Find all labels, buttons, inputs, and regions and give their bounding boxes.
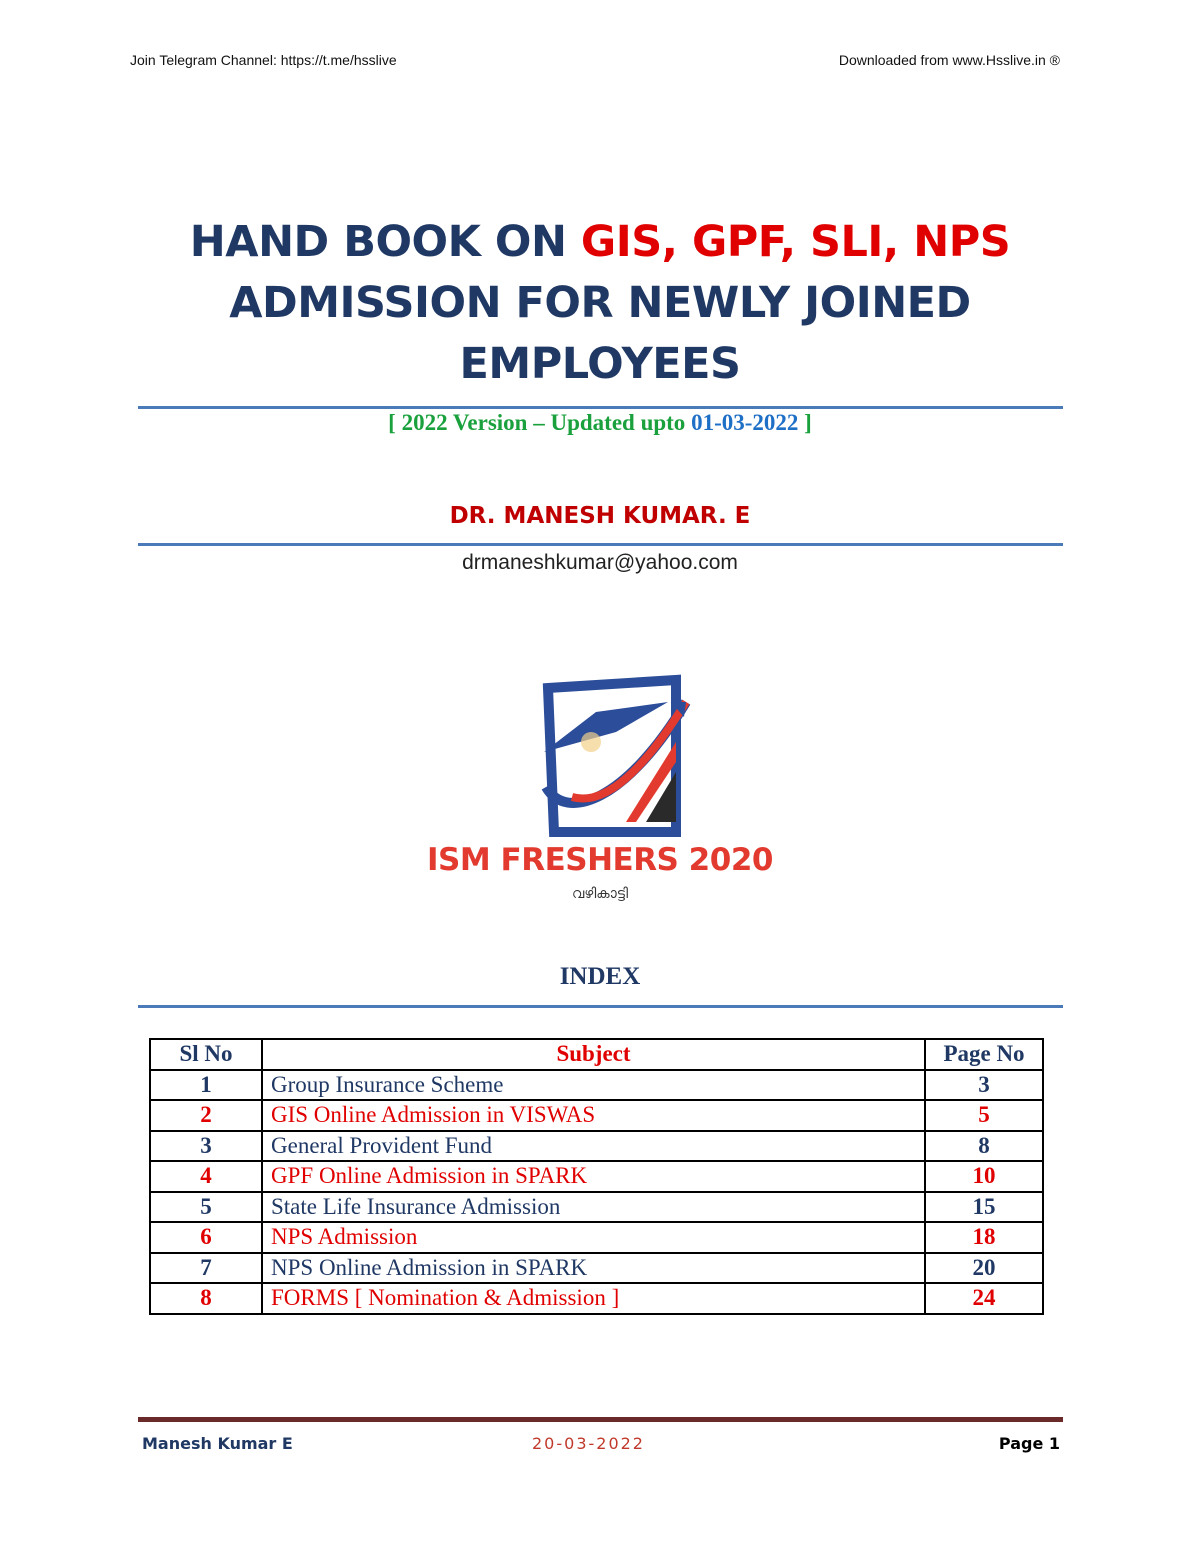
author-email: drmaneshkumar@yahoo.com [462, 551, 738, 574]
row-page-no: 10 [925, 1161, 1043, 1192]
row-sl-no: 4 [150, 1161, 262, 1192]
table-row [150, 1253, 1043, 1284]
page-header [130, 52, 1060, 72]
row-page-no: 20 [925, 1253, 1043, 1284]
logo-subtitle: വഴികാട്ടി [572, 886, 628, 902]
title-divider [138, 406, 1063, 409]
row-page-no: 5 [925, 1100, 1043, 1131]
row-page-no: 24 [925, 1283, 1043, 1314]
download-source-text: Downloaded from www.Hsslive.in ® [838, 52, 1060, 68]
row-subject: GPF Online Admission in SPARK [262, 1161, 925, 1192]
row-subject: NPS Admission [262, 1222, 925, 1253]
row-sl-no: 7 [150, 1253, 262, 1284]
row-subject: GIS Online Admission in VISWAS [262, 1100, 925, 1131]
row-sl-no: 2 [150, 1100, 262, 1131]
index-title: INDEX [559, 963, 641, 990]
row-page-no: 8 [925, 1131, 1043, 1162]
version-prefix: [ 2022 Version – Updated upto [388, 410, 692, 435]
index-divider [138, 1005, 1063, 1008]
row-sl-no: 6 [150, 1222, 262, 1253]
title-line-2: ADMISSION FOR NEWLY JOINED [229, 278, 971, 328]
document-title [120, 212, 1080, 395]
telegram-channel-text: Join Telegram Channel: https://t.me/hsslive [130, 52, 397, 68]
row-page-no: 18 [925, 1222, 1043, 1253]
page-footer [142, 1434, 1060, 1458]
version-suffix: ] [798, 410, 812, 435]
table-row [150, 1283, 1043, 1314]
page-number: Page 1 [998, 1434, 1060, 1453]
table-row [150, 1222, 1043, 1253]
subject-header: Subject [262, 1039, 925, 1070]
row-subject: Group Insurance Scheme [262, 1070, 925, 1101]
sl-no-header: Sl No [150, 1039, 262, 1070]
index-table [149, 1038, 1044, 1315]
title-line-1-prefix: HAND BOOK ON [189, 217, 581, 267]
row-page-no: 15 [925, 1192, 1043, 1223]
table-row [150, 1070, 1043, 1101]
footer-divider [138, 1417, 1063, 1422]
row-subject: NPS Online Admission in SPARK [262, 1253, 925, 1284]
row-subject: State Life Insurance Admission [262, 1192, 925, 1223]
ism-logo-icon [536, 672, 696, 842]
author-name: DR. MANESH KUMAR. E [449, 503, 751, 529]
table-row [150, 1131, 1043, 1162]
row-sl-no: 5 [150, 1192, 262, 1223]
row-subject: FORMS [ Nomination & Admission ] [262, 1283, 925, 1314]
footer-date: 20-03-2022 [532, 1434, 645, 1453]
row-sl-no: 3 [150, 1131, 262, 1162]
row-subject: General Provident Fund [262, 1131, 925, 1162]
index-header-row [150, 1039, 1043, 1070]
title-line-1-highlight: GIS, GPF, SLI, NPS [580, 217, 1011, 267]
table-row [150, 1161, 1043, 1192]
table-row [150, 1192, 1043, 1223]
logo-title: ISM FRESHERS 2020 [427, 842, 773, 878]
title-line-3: EMPLOYEES [459, 339, 741, 389]
row-sl-no: 8 [150, 1283, 262, 1314]
footer-author: Manesh Kumar E [142, 1434, 293, 1453]
author-divider [138, 543, 1063, 546]
table-row [150, 1100, 1043, 1131]
title-line-1 [120, 212, 1080, 273]
row-sl-no: 1 [150, 1070, 262, 1101]
page-no-header: Page No [925, 1039, 1043, 1070]
version-note [0, 410, 1200, 436]
version-date: 01-03-2022 [691, 410, 799, 435]
row-page-no: 3 [925, 1070, 1043, 1101]
